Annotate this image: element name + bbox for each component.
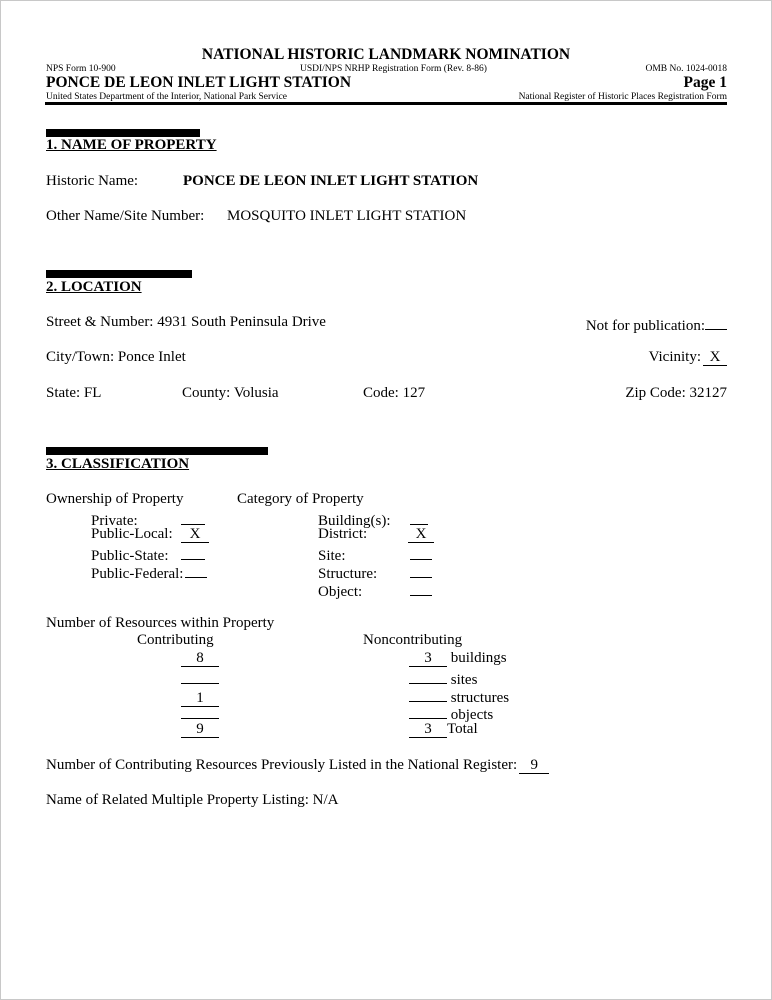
ownership-field (181, 544, 205, 560)
resource-type: sites (450, 672, 478, 688)
related-listing: Name of Related Multiple Property Listing: N/A (46, 792, 339, 808)
historic-name-value: PONCE DE LEON INLET LIGHT STATION (183, 173, 479, 189)
contributing-heading: Contributing (137, 632, 214, 648)
other-name-value: MOSQUITO INLET LIGHT STATION (227, 208, 467, 224)
not-for-publication-field (705, 314, 727, 330)
noncontributing-count: 3 (409, 722, 447, 738)
ownership-public-federal (91, 562, 207, 583)
ownership-label: Private: (91, 513, 138, 529)
contributing-count (181, 703, 219, 719)
category-label: Building(s): (318, 513, 391, 529)
ownership-heading: Ownership of Property (46, 491, 184, 507)
vicinity-label: Vicinity: (648, 349, 701, 365)
ownership-label: Public-Federal: (91, 566, 184, 582)
code: Code: 127 (363, 385, 426, 401)
not-for-publication-label: Not for publication: (585, 318, 705, 334)
noncontributing-count: 3 (409, 651, 447, 667)
section2-heading: 2. LOCATION (46, 279, 142, 295)
omb-number: OMB No. 1024-0018 (645, 64, 727, 74)
category-heading: Category of Property (237, 491, 364, 507)
category-label: Site: (318, 548, 346, 564)
resource-row-buildings (181, 650, 507, 667)
ownership-public-local (91, 526, 209, 543)
other-name-label: Other Name/Site Number: (46, 208, 205, 224)
property-title-header: PONCE DE LEON INLET LIGHT STATION (46, 74, 352, 91)
category-field (410, 544, 432, 560)
section3-bar (46, 447, 268, 455)
resource-type: buildings (450, 650, 507, 666)
state: State: FL (46, 385, 102, 401)
ownership-label: Public-State: (91, 548, 169, 564)
section1-bar (46, 129, 200, 137)
category-field (410, 580, 432, 596)
header-rule (45, 102, 727, 105)
previously-listed-field: 9 (519, 758, 549, 774)
resource-type: Total (447, 721, 478, 737)
category-label: Object: (318, 584, 363, 600)
resources-heading: Number of Resources within Property (46, 615, 275, 631)
category-field (410, 509, 428, 525)
ownership-field: X (181, 527, 209, 543)
section2-bar (46, 270, 192, 278)
contributing-count: 8 (181, 651, 219, 667)
category-label: District: (318, 526, 368, 542)
resource-type: objects (450, 707, 494, 723)
vicinity-field: X (703, 350, 727, 366)
document-title: NATIONAL HISTORIC LANDMARK NOMINATION (201, 46, 571, 63)
resource-type: structures (450, 690, 510, 706)
historic-name-label: Historic Name: (46, 173, 139, 189)
page-number: Page 1 (683, 74, 727, 91)
county: County: Volusia (182, 385, 279, 401)
contributing-count: 1 (181, 691, 219, 707)
city-town: City/Town: Ponce Inlet (46, 349, 186, 365)
noncontributing-count (409, 668, 447, 684)
contributing-count (181, 668, 219, 684)
category-object (318, 580, 432, 601)
ownership-field (181, 509, 205, 525)
previously-listed (46, 757, 549, 774)
category-field: X (408, 527, 434, 543)
department-label: United States Department of the Interior, National Park Service (46, 92, 288, 102)
register-label: National Register of Historic Places Registration Form (518, 92, 727, 102)
registration-form-label: USDI/NPS NRHP Registration Form (Rev. 8-86) (300, 64, 487, 74)
section1-heading: 1. NAME OF PROPERTY (46, 137, 217, 153)
resource-row-total (181, 721, 478, 738)
ownership-field (185, 562, 207, 578)
form-number: NPS Form 10-900 (46, 64, 116, 74)
contributing-count: 9 (181, 722, 219, 738)
noncontributing-count (409, 703, 447, 719)
section3-heading: 3. CLASSIFICATION (46, 456, 190, 472)
category-district (318, 526, 434, 543)
vicinity (649, 349, 727, 366)
not-for-publication (586, 314, 727, 335)
noncontributing-count (409, 686, 447, 702)
previously-listed-label: Number of Contributing Resources Previously Listed in the National Register: (46, 757, 518, 773)
category-field (410, 562, 432, 578)
noncontributing-heading: Noncontributing (363, 632, 463, 648)
category-label: Structure: (318, 566, 378, 582)
ownership-label: Public-Local: (91, 526, 173, 542)
zip-code: Zip Code: 32127 (625, 385, 727, 401)
street-number: Street & Number: 4931 South Peninsula Drive (46, 314, 326, 330)
